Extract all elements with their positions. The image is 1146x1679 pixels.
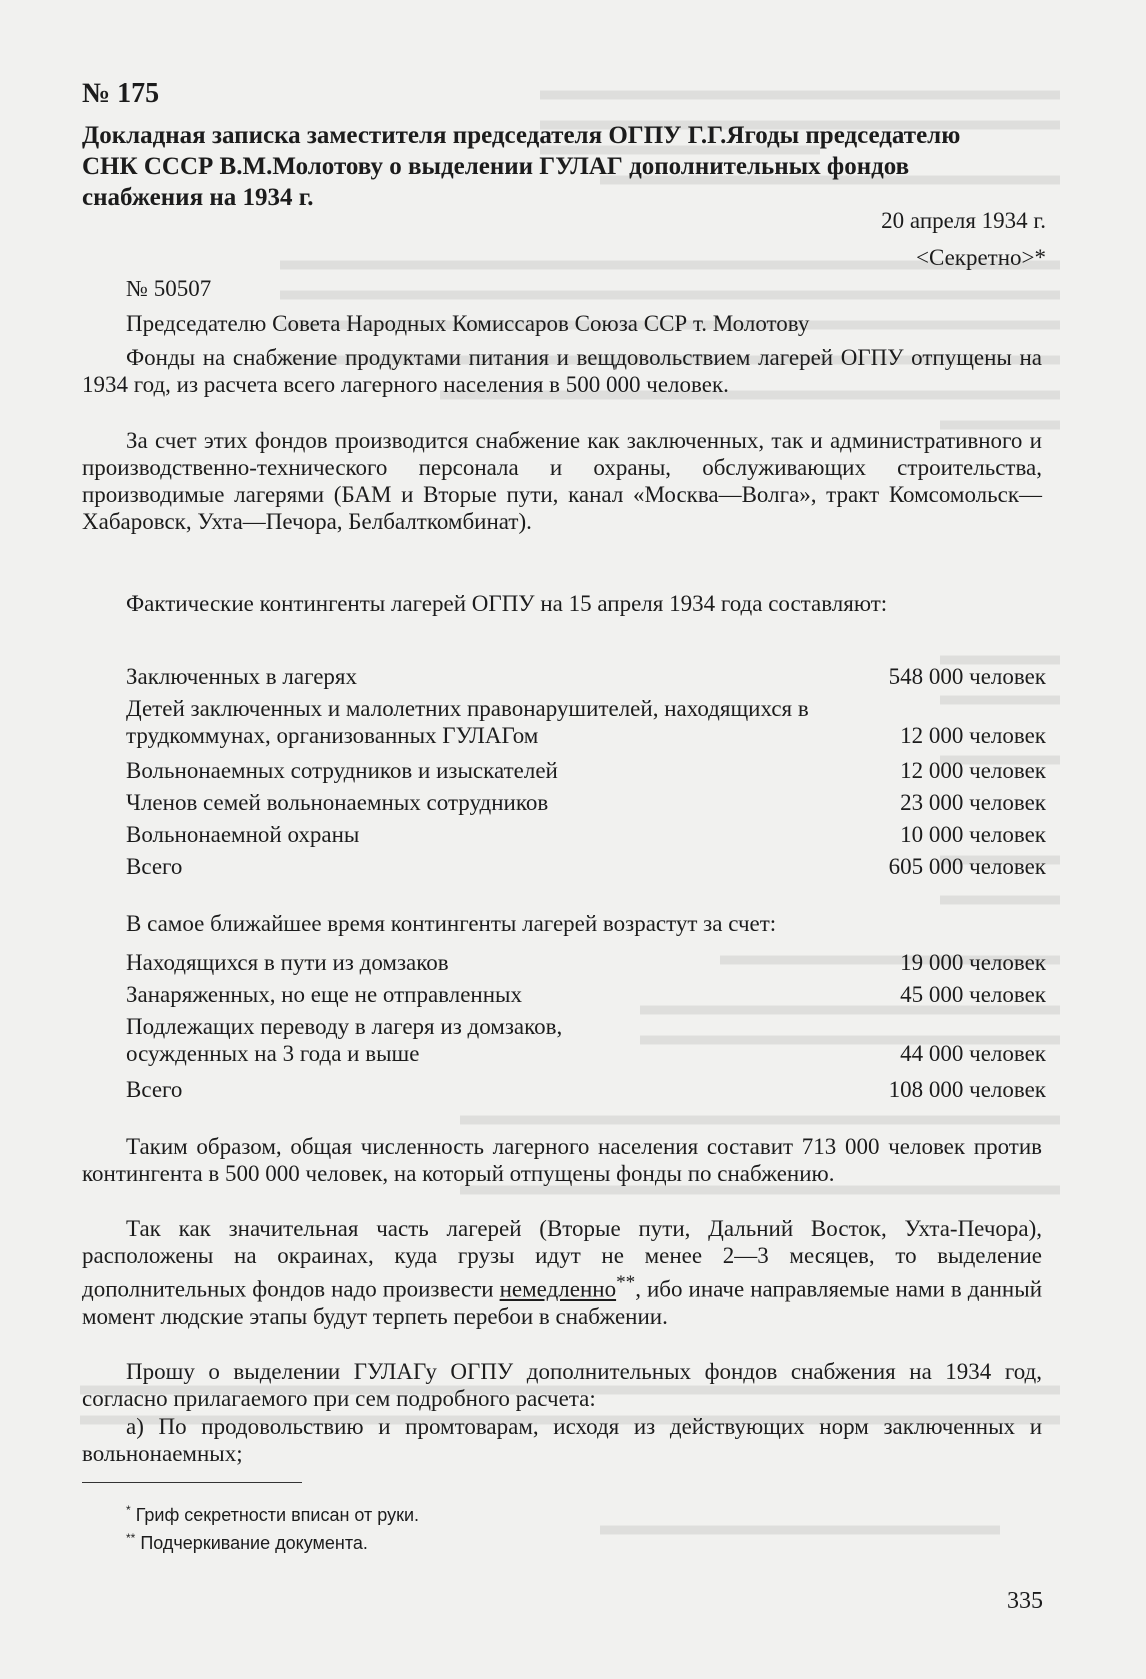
growth-total-row <box>126 1076 1046 1103</box>
underlined-word: немедленно <box>499 1276 617 1302</box>
growth-row <box>126 1013 1046 1067</box>
paragraph-6-end: , ибо иначе направляемые нами в данный момент людские этапы будут терпеть перебои в снабжении. <box>82 1276 1043 1329</box>
footnote-divider <box>82 1482 302 1483</box>
paragraph-6 <box>82 1215 1042 1330</box>
paragraph-2: За счет этих фондов производится снабжение как заключенных, так и административного и производственно-технического персонала и охраны, обслуживающих строительства, производимые лагерями (БАМ и Вторые пути, канал «Москва—Волга», тракт Комсомольск—Хабаровск, Ухта—Печора, Белбалткомбинат). <box>82 428 1042 534</box>
paragraph-7: Прошу о выделении ГУЛАГу ОГПУ дополнительных фондов снабжения на 1934 год, согласно прилагаемого при сем подробного расчета: <box>82 1359 1042 1411</box>
document-date: 20 апреля 1934 г. <box>881 208 1046 233</box>
contingent-label: Заключенных в лагерях <box>126 664 357 689</box>
paragraph-8: а) По продовольствию и промтоварам, исходя из действующих норм заключенных и вольнонаемных; <box>82 1414 1042 1466</box>
contingent-label: Вольнонаемной охраны <box>126 822 360 847</box>
paragraph-3: Фактические контингенты лагерей ОГПУ на 15 апреля 1934 года составляют: <box>126 591 888 616</box>
contingent-row <box>126 695 1046 749</box>
footnote-2 <box>126 1531 368 1554</box>
secrecy-stamp: <Секретно>* <box>915 245 1046 270</box>
growth-row <box>126 981 1046 1008</box>
growth-value: 19 000 человек <box>900 950 1046 975</box>
contingent-value: 12 000 человек <box>900 723 1046 748</box>
growth-label: Всего <box>126 1077 183 1102</box>
contingent-row <box>126 821 1046 848</box>
growth-value: 45 000 человек <box>900 982 1046 1007</box>
contingent-value: 548 000 человек <box>888 664 1046 689</box>
contingent-row <box>126 757 1046 784</box>
paragraph-1: Фонды на снабжение продуктами питания и вещдовольствием лагерей ОГПУ отпущены на 1934 год, из расчета всего лагерного населения в 500 000 человек. <box>82 345 1042 397</box>
growth-label: Занаряженных, но еще не отправленных <box>126 982 522 1007</box>
document-title: Докладная записка заместителя председателя ОГПУ Г.Г.Ягоды председателю СНК СССР В.М.Молотову о выделении ГУЛАГ дополнительных фондов снабжения на 1934 г. <box>82 122 961 211</box>
paragraph-4: В самое ближайшее время контингенты лагерей возрастут за счет: <box>126 911 777 936</box>
growth-label: Подлежащих переводу в лагеря из домзаков, осужденных на 3 года и выше <box>126 1014 563 1066</box>
growth-value: 44 000 человек <box>900 1041 1046 1066</box>
contingent-value: 23 000 человек <box>900 790 1046 815</box>
addressee-line: Председателю Совета Народных Комиссаров Союза ССР т. Молотову <box>126 311 810 336</box>
paragraph-5: Таким образом, общая численность лагерного населения составит 713 000 человек против контингента в 500 000 человек, на который отпущены фонды по снабжению. <box>82 1134 1042 1186</box>
footnote-1-text: Гриф секретности вписан от руки. <box>135 1505 420 1525</box>
contingent-value: 10 000 человек <box>900 822 1046 847</box>
reference-number: № 50507 <box>126 276 212 301</box>
growth-row <box>126 949 1046 976</box>
paragraph-6-start: Так как значительная часть лагерей (Вторые пути, Дальний Восток, Ухта-Печора), расположены на окраинах, куда грузы идут не менее 2—3 месяцев, то выделение дополнительных фондов надо произвести <box>82 1216 1042 1302</box>
footnote-2-text: Подчеркивание документа. <box>140 1533 368 1553</box>
contingent-row <box>126 663 1046 690</box>
footnote-ref: ** <box>616 1272 636 1293</box>
contingent-label: Детей заключенных и малолетних правонарушителей, находящихся в трудкоммунах, организованных ГУЛАГом <box>126 696 809 748</box>
footnote-2-mark: ** <box>126 1531 136 1545</box>
contingent-label: Всего <box>126 854 183 879</box>
contingent-row <box>126 789 1046 816</box>
growth-label: Находящихся в пути из домзаков <box>126 950 449 975</box>
footnote-1-mark: * <box>126 1503 131 1517</box>
contingent-label: Членов семей вольнонаемных сотрудников <box>126 790 549 815</box>
contingent-value: 605 000 человек <box>888 854 1046 879</box>
page-number: 335 <box>1007 1588 1043 1614</box>
document-number: № 175 <box>82 78 160 109</box>
contingent-total-row <box>126 853 1046 880</box>
contingent-value: 12 000 человек <box>900 758 1046 783</box>
contingent-label: Вольнонаемных сотрудников и изыскателей <box>126 758 558 783</box>
growth-value: 108 000 человек <box>888 1077 1046 1102</box>
footnote-1 <box>126 1503 419 1526</box>
